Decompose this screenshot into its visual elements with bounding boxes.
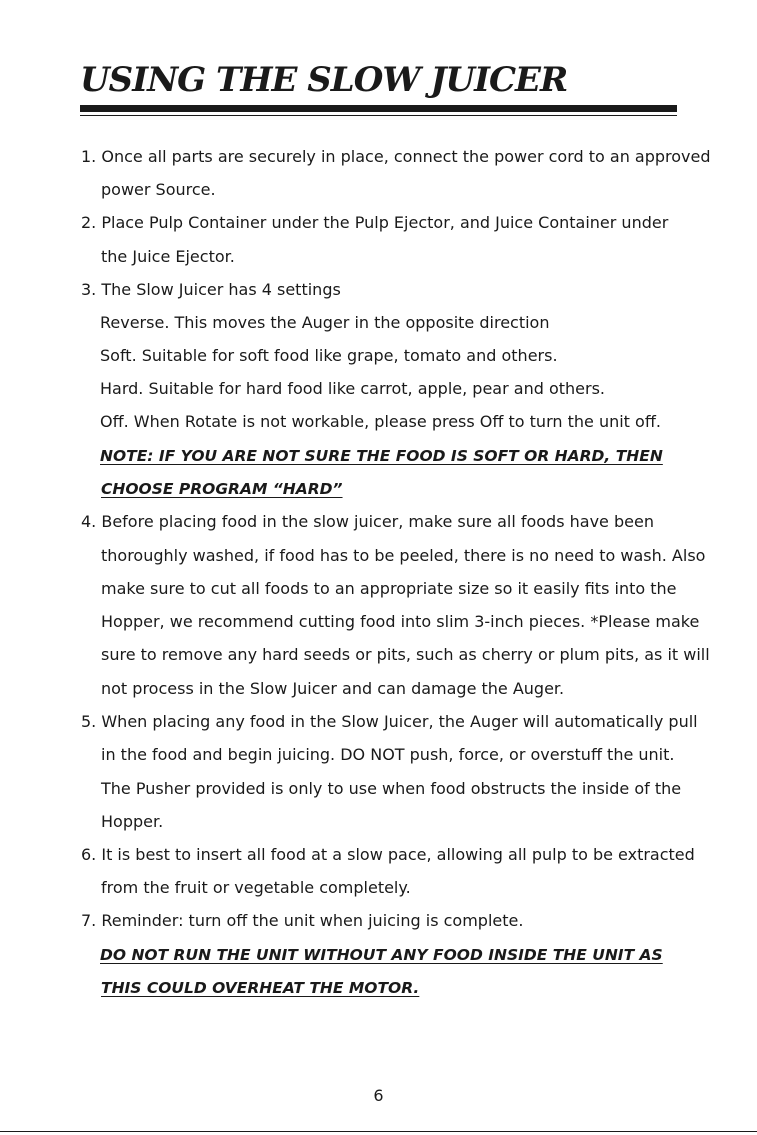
step-4-line-1: 4. Before placing food in the slow juicer, make sure all foods have been bbox=[81, 512, 654, 531]
step-5-line-4: Hopper. bbox=[101, 812, 164, 831]
title-rule-thin bbox=[80, 115, 677, 116]
step-3-line-1: 3. The Slow Juicer has 4 settings bbox=[81, 280, 341, 299]
warning-line-2: THIS COULD OVERHEAT THE MOTOR. bbox=[101, 979, 420, 997]
step-5-line-3: The Pusher provided is only to use when food obstructs the inside of the bbox=[101, 779, 682, 798]
step-1-line-1: 1. Once all parts are securely in place, connect the power cord to an approved bbox=[81, 147, 711, 166]
step-4-line-2: thoroughly washed, if food has to be peeled, there is no need to wash. Also bbox=[101, 546, 706, 565]
step-2-line-1: 2. Place Pulp Container under the Pulp Ejector, and Juice Container under bbox=[81, 213, 669, 232]
setting-hard: Hard. Suitable for hard food like carrot, apple, pear and others. bbox=[100, 379, 605, 398]
setting-soft: Soft. Suitable for soft food like grape, tomato and others. bbox=[100, 346, 558, 365]
step-2-line-2: the Juice Ejector. bbox=[101, 247, 235, 266]
page-title: USING THE SLOW JUICER bbox=[80, 60, 568, 100]
step-1-line-2: power Source. bbox=[101, 180, 216, 199]
step-4-line-3: make sure to cut all foods to an appropriate size so it easily fits into the bbox=[101, 579, 677, 598]
title-rule-thick bbox=[80, 105, 677, 112]
step-5-line-1: 5. When placing any food in the Slow Juicer, the Auger will automatically pull bbox=[81, 712, 698, 731]
step-7-line-1: 7. Reminder: turn off the unit when juicing is complete. bbox=[81, 911, 524, 930]
note-line-1: NOTE: IF YOU ARE NOT SURE THE FOOD IS SOFT OR HARD, THEN bbox=[100, 447, 663, 465]
warning-line-1: DO NOT RUN THE UNIT WITHOUT ANY FOOD INSIDE THE UNIT AS bbox=[100, 946, 663, 964]
step-6-line-1: 6. It is best to insert all food at a slow pace, allowing all pulp to be extracted bbox=[81, 845, 695, 864]
page-number: 6 bbox=[373, 1086, 384, 1105]
setting-reverse: Reverse. This moves the Auger in the opposite direction bbox=[100, 313, 550, 332]
step-4-line-4: Hopper, we recommend cutting food into slim 3-inch pieces. *Please make bbox=[101, 612, 700, 631]
step-5-line-2: in the food and begin juicing. DO NOT push, force, or overstuff the unit. bbox=[101, 745, 675, 764]
step-6-line-2: from the fruit or vegetable completely. bbox=[101, 878, 411, 897]
step-4-line-5: sure to remove any hard seeds or pits, such as cherry or plum pits, as it will bbox=[101, 645, 710, 664]
step-4-line-6: not process in the Slow Juicer and can damage the Auger. bbox=[101, 679, 565, 698]
setting-off: Off. When Rotate is not workable, please press Off to turn the unit off. bbox=[100, 412, 661, 431]
note-line-2: CHOOSE PROGRAM “HARD” bbox=[101, 480, 343, 498]
bottom-rule bbox=[0, 1131, 757, 1132]
